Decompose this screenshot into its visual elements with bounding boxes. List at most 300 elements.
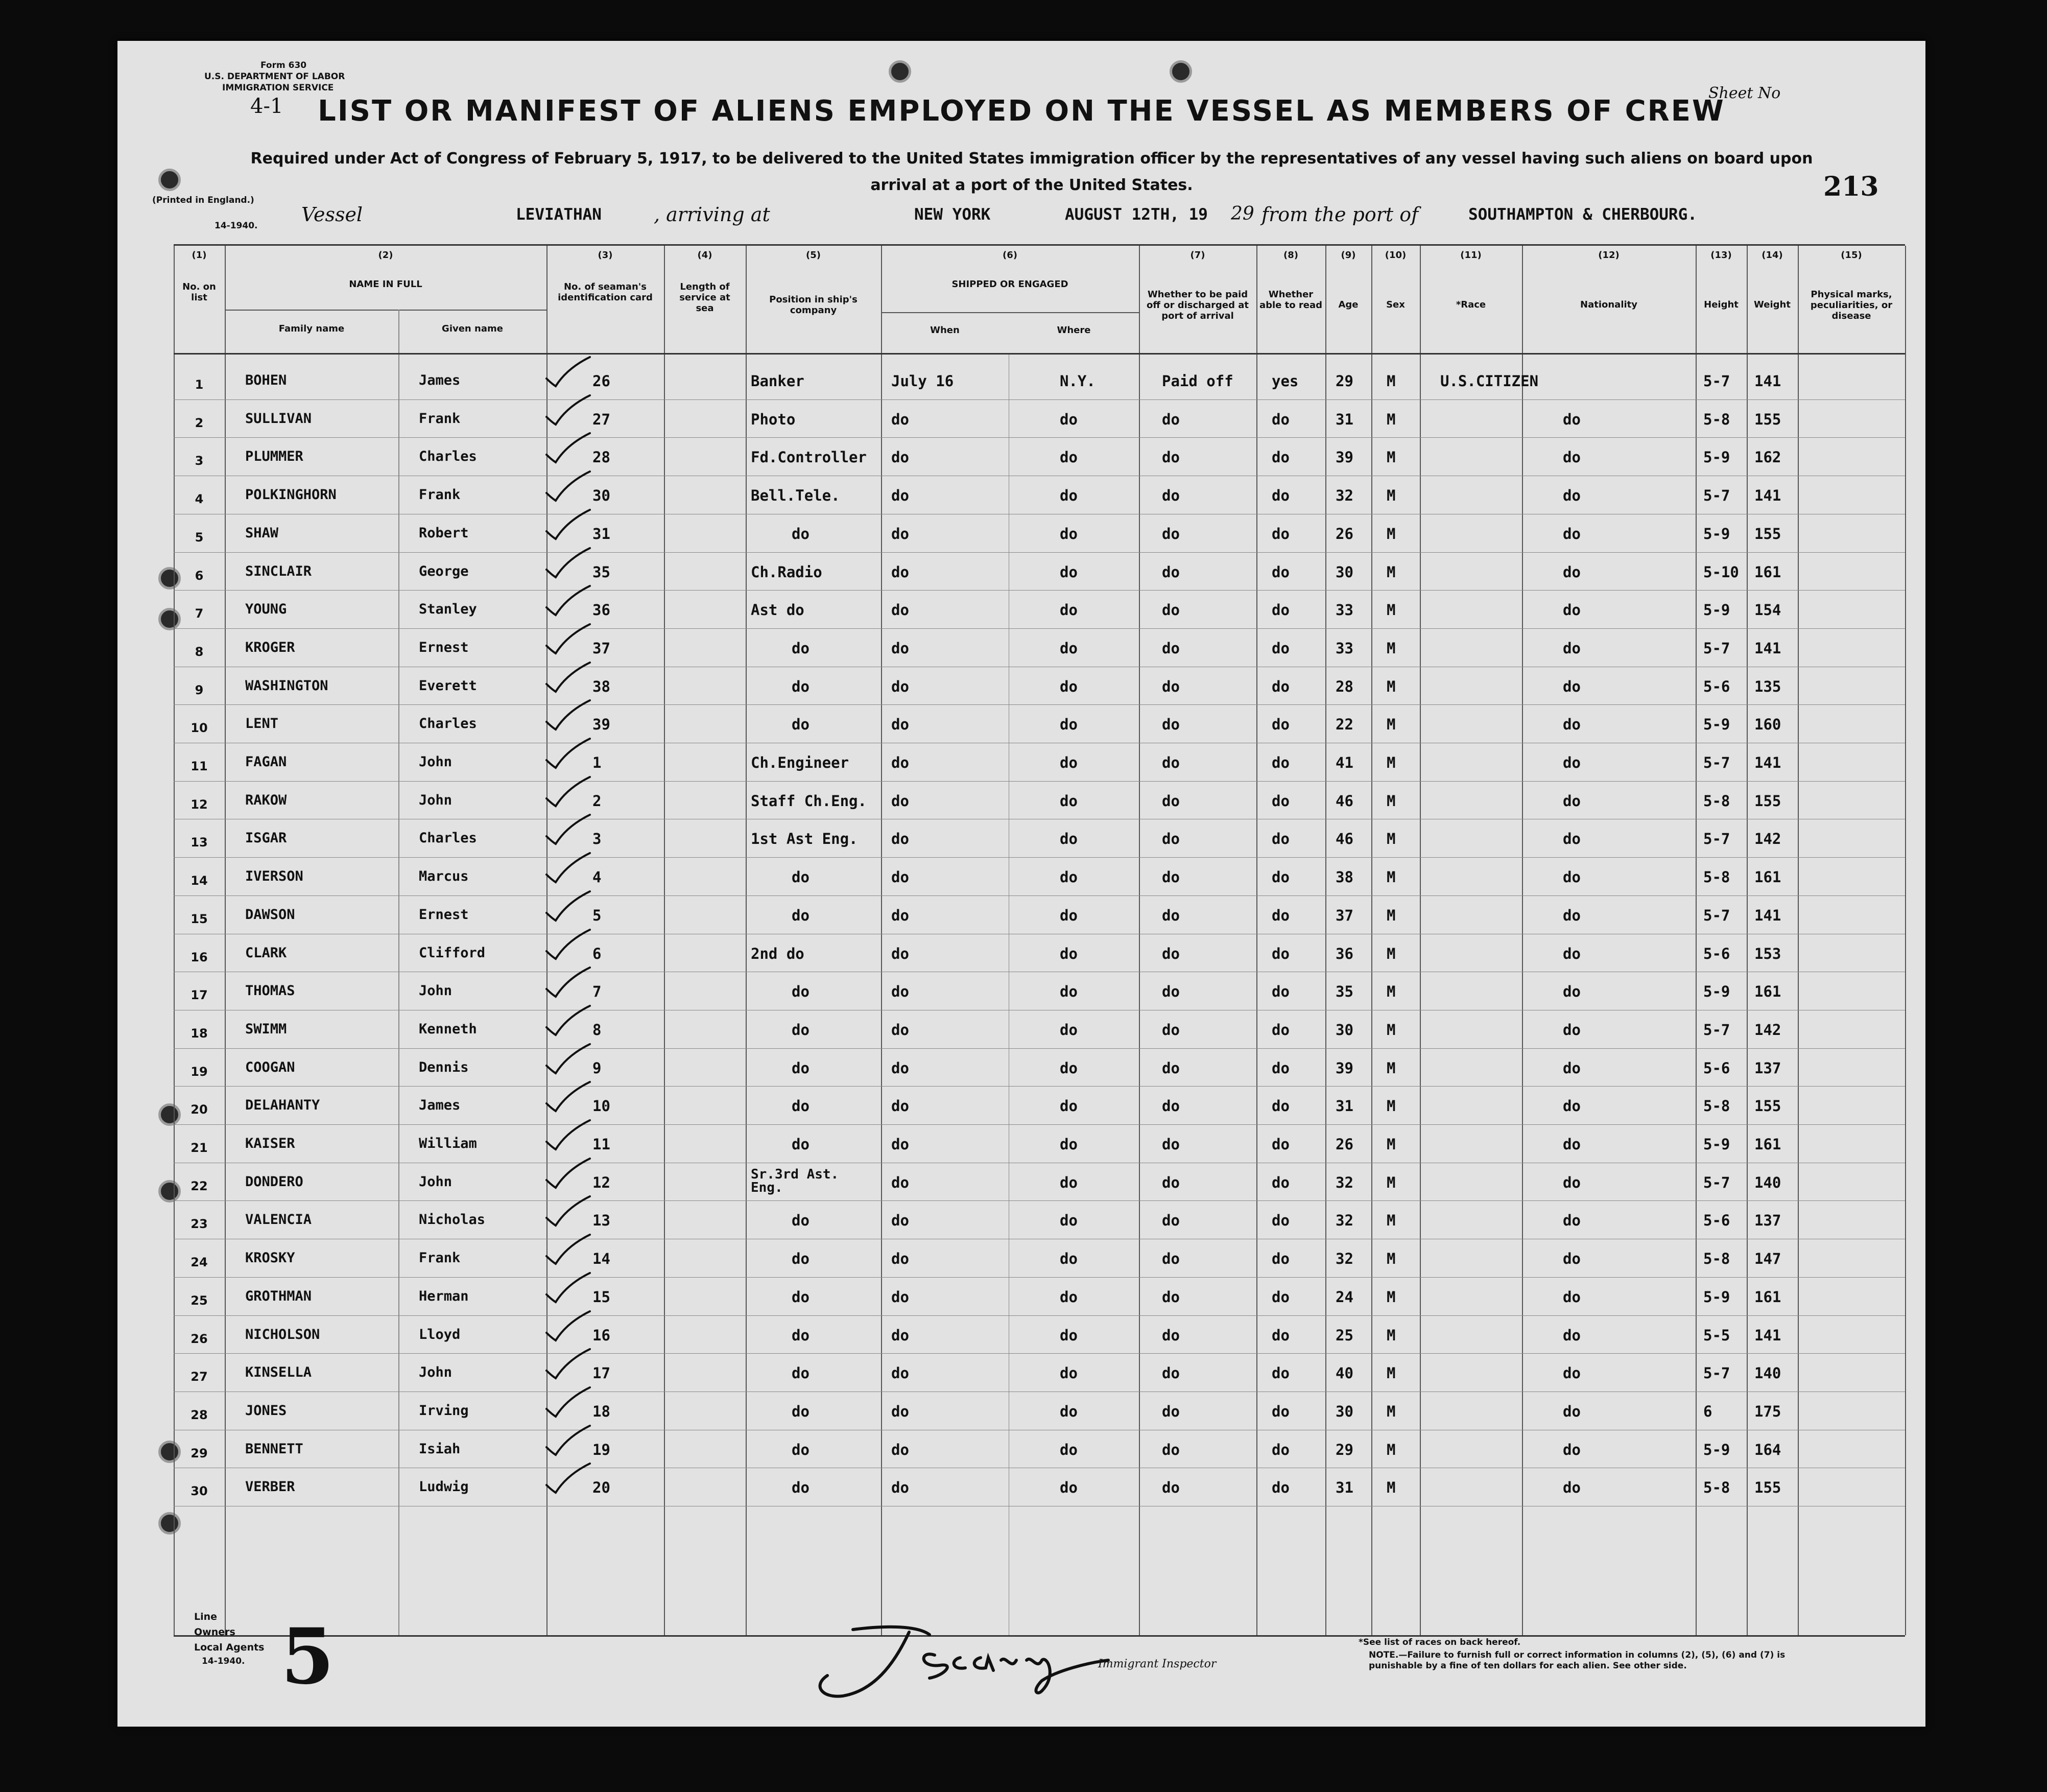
table-row bbox=[174, 439, 1905, 478]
cell-height: 5-8 bbox=[1703, 1097, 1730, 1115]
cell-sex: M bbox=[1387, 830, 1396, 848]
sheet-label: Sheet No bbox=[1708, 84, 1781, 102]
cell-family: KINSELLA bbox=[245, 1364, 312, 1381]
cell-given: Ludwig bbox=[419, 1479, 469, 1495]
row-number: 21 bbox=[191, 1141, 208, 1155]
cell-given: John bbox=[419, 1364, 453, 1381]
cell-position: do bbox=[792, 1136, 810, 1153]
cell-race: do bbox=[1563, 1479, 1581, 1497]
check-mark-icon bbox=[541, 1422, 592, 1457]
cell-given: Lloyd bbox=[419, 1326, 461, 1342]
cell-read: do bbox=[1272, 1326, 1290, 1344]
cell-card: 35 bbox=[592, 563, 610, 581]
cell-where: do bbox=[1060, 1173, 1078, 1191]
cell-when: do bbox=[891, 1288, 909, 1306]
check-mark-icon bbox=[541, 467, 592, 503]
check-mark-icon bbox=[541, 506, 592, 541]
cell-position: do bbox=[792, 677, 810, 695]
cell-paid: do bbox=[1162, 563, 1180, 581]
cell-given: Charles bbox=[419, 716, 477, 732]
cell-where: do bbox=[1060, 410, 1078, 428]
cell-sex: M bbox=[1387, 1173, 1396, 1191]
cell-height: 5-8 bbox=[1703, 410, 1730, 428]
cell-given: Charles bbox=[419, 449, 477, 465]
cell-race: U.S.CITIZEN bbox=[1440, 372, 1539, 390]
cell-weight: 155 bbox=[1754, 1097, 1781, 1115]
cell-weight: 155 bbox=[1754, 410, 1781, 428]
header-length-service: Length of service at sea bbox=[679, 281, 730, 314]
cell-paid: do bbox=[1162, 487, 1180, 505]
check-mark-icon bbox=[541, 1307, 592, 1343]
cell-sex: M bbox=[1387, 1059, 1396, 1077]
table-row bbox=[174, 1241, 1905, 1279]
cell-paid: do bbox=[1162, 1021, 1180, 1039]
cell-family: POLKINGHORN bbox=[245, 487, 337, 503]
cell-family: SULLIVAN bbox=[245, 410, 312, 427]
check-mark-icon bbox=[541, 391, 592, 427]
cell-read: do bbox=[1272, 1212, 1290, 1230]
form-number: Form 630 bbox=[260, 60, 307, 70]
check-mark-icon bbox=[541, 963, 592, 999]
check-mark-icon bbox=[541, 1154, 592, 1190]
header-read: Whether able to read bbox=[1259, 289, 1323, 311]
check-mark-icon bbox=[541, 429, 592, 465]
cell-sex: M bbox=[1387, 1402, 1396, 1420]
col-num: (1) bbox=[192, 250, 207, 261]
cell-height: 5-9 bbox=[1703, 716, 1730, 734]
cell-where: do bbox=[1060, 677, 1078, 695]
cell-weight: 155 bbox=[1754, 792, 1781, 810]
cell-paid: do bbox=[1162, 1173, 1180, 1191]
cell-when: do bbox=[891, 410, 909, 428]
cell-position: do bbox=[792, 1441, 810, 1458]
cell-paid: do bbox=[1162, 754, 1180, 771]
cell-read: do bbox=[1272, 754, 1290, 771]
table-row bbox=[174, 554, 1905, 593]
cell-family: SINCLAIR bbox=[245, 563, 312, 579]
cell-given: Irving bbox=[419, 1402, 469, 1419]
cell-race: do bbox=[1563, 487, 1581, 505]
cell-read: do bbox=[1272, 792, 1290, 810]
cell-given: Nicholas bbox=[419, 1212, 486, 1228]
cell-family: VALENCIA bbox=[245, 1212, 312, 1228]
cell-age: 28 bbox=[1336, 677, 1353, 695]
cell-read: do bbox=[1272, 410, 1290, 428]
departure-port: SOUTHAMPTON & CHERBOURG. bbox=[1468, 205, 1697, 224]
cell-card: 37 bbox=[592, 639, 610, 657]
cell-position: Sr.3rd Ast. Eng. bbox=[751, 1166, 839, 1195]
cell-weight: 142 bbox=[1754, 830, 1781, 848]
cell-read: do bbox=[1272, 1441, 1290, 1458]
cell-given: Herman bbox=[419, 1288, 469, 1304]
cell-height: 5-9 bbox=[1703, 1441, 1730, 1458]
cell-sex: M bbox=[1387, 639, 1396, 657]
cell-family: THOMAS bbox=[245, 983, 295, 999]
cell-given: John bbox=[419, 754, 453, 770]
col-num: (15) bbox=[1841, 250, 1862, 261]
cell-where: do bbox=[1060, 792, 1078, 810]
cell-height: 5-9 bbox=[1703, 525, 1730, 543]
cell-position: do bbox=[792, 1097, 810, 1115]
row-number: 10 bbox=[191, 721, 208, 736]
cell-when: do bbox=[891, 830, 909, 848]
department: U.S. DEPARTMENT OF LABOR bbox=[204, 72, 345, 82]
table-row bbox=[174, 363, 1905, 402]
cell-card: 15 bbox=[592, 1288, 610, 1306]
cell-race: do bbox=[1563, 945, 1581, 962]
cell-height: 5-7 bbox=[1703, 906, 1730, 924]
cell-sex: M bbox=[1387, 1097, 1396, 1115]
cell-sex: M bbox=[1387, 1326, 1396, 1344]
col-num: (11) bbox=[1460, 250, 1482, 261]
cell-family: DAWSON bbox=[245, 906, 295, 923]
punch-hole bbox=[889, 60, 911, 83]
check-mark-icon bbox=[541, 620, 592, 656]
cell-sex: M bbox=[1387, 372, 1396, 390]
cell-read: do bbox=[1272, 677, 1290, 695]
cell-read: do bbox=[1272, 639, 1290, 657]
cell-read: do bbox=[1272, 1364, 1290, 1382]
cell-card: 36 bbox=[592, 601, 610, 619]
cell-given: George bbox=[419, 563, 469, 579]
check-mark-icon bbox=[541, 696, 592, 732]
cell-when: do bbox=[891, 677, 909, 695]
cell-race: do bbox=[1563, 1021, 1581, 1039]
cell-race: do bbox=[1563, 563, 1581, 581]
col-num: (8) bbox=[1283, 250, 1298, 261]
header-id-card: No. of seaman's identification card bbox=[558, 281, 653, 303]
cell-given: John bbox=[419, 983, 453, 999]
page-title: LIST OR MANIFEST OF ALIENS EMPLOYED ON THE VESSEL AS MEMBERS OF CREW bbox=[318, 95, 1725, 128]
cell-weight: 164 bbox=[1754, 1441, 1781, 1458]
cell-sex: M bbox=[1387, 716, 1396, 734]
cell-read: yes bbox=[1272, 372, 1299, 390]
cell-race: do bbox=[1563, 410, 1581, 428]
cell-family: COOGAN bbox=[245, 1059, 295, 1075]
row-number: 24 bbox=[191, 1255, 208, 1270]
cell-where: do bbox=[1060, 1212, 1078, 1230]
check-mark-icon bbox=[541, 1383, 592, 1419]
arriving-label: , arriving at bbox=[654, 203, 770, 226]
cell-family: LENT bbox=[245, 716, 279, 732]
cell-height: 5-6 bbox=[1703, 1059, 1730, 1077]
cell-when: do bbox=[891, 754, 909, 771]
row-number: 13 bbox=[191, 835, 208, 850]
cell-height: 5-9 bbox=[1703, 1288, 1730, 1306]
cell-age: 29 bbox=[1336, 1441, 1353, 1458]
cell-position: do bbox=[792, 1479, 810, 1497]
cell-position: do bbox=[792, 716, 810, 734]
cell-where: do bbox=[1060, 563, 1078, 581]
punch-hole bbox=[158, 169, 181, 191]
inspector-label: Immigrant Inspector bbox=[1098, 1658, 1217, 1670]
header-sex: Sex bbox=[1386, 299, 1405, 310]
cell-weight: 140 bbox=[1754, 1173, 1781, 1191]
table-row bbox=[174, 478, 1905, 516]
cell-sex: M bbox=[1387, 601, 1396, 619]
cell-where: do bbox=[1060, 716, 1078, 734]
check-mark-icon bbox=[541, 1459, 592, 1495]
cell-height: 5-8 bbox=[1703, 792, 1730, 810]
cell-paid: do bbox=[1162, 1212, 1180, 1230]
check-mark-icon bbox=[541, 353, 592, 389]
table-row bbox=[174, 592, 1905, 630]
cell-card: 38 bbox=[592, 677, 610, 695]
table-row bbox=[174, 1279, 1905, 1317]
cell-weight: 141 bbox=[1754, 487, 1781, 505]
cell-paid: do bbox=[1162, 830, 1180, 848]
cell-weight: 137 bbox=[1754, 1212, 1781, 1230]
cell-card: 5 bbox=[592, 906, 602, 924]
table-row bbox=[174, 898, 1905, 936]
cell-when: do bbox=[891, 792, 909, 810]
cell-given: Ernest bbox=[419, 906, 469, 923]
cell-weight: 155 bbox=[1754, 525, 1781, 543]
inspector-signature bbox=[792, 1619, 1118, 1701]
cell-weight: 140 bbox=[1754, 1364, 1781, 1382]
cell-position: do bbox=[792, 906, 810, 924]
cell-family: DONDERO bbox=[245, 1173, 303, 1190]
cell-position: do bbox=[792, 868, 810, 886]
row-number: 1 bbox=[195, 378, 204, 392]
cell-where: do bbox=[1060, 449, 1078, 466]
table-row bbox=[174, 1470, 1905, 1508]
header-when: When bbox=[930, 325, 960, 336]
cell-read: do bbox=[1272, 1479, 1290, 1497]
check-mark-icon bbox=[541, 735, 592, 770]
cell-age: 40 bbox=[1336, 1364, 1353, 1382]
cell-card: 11 bbox=[592, 1136, 610, 1153]
cell-sex: M bbox=[1387, 792, 1396, 810]
cell-where: N.Y. bbox=[1060, 372, 1096, 390]
cell-where: do bbox=[1060, 1021, 1078, 1039]
cell-when: do bbox=[891, 1059, 909, 1077]
cell-weight: 160 bbox=[1754, 716, 1781, 734]
cell-position: Fd.Controller bbox=[751, 449, 867, 466]
check-mark-icon bbox=[541, 658, 592, 694]
cell-read: do bbox=[1272, 983, 1290, 1001]
table-row bbox=[174, 745, 1905, 783]
cell-family: DELAHANTY bbox=[245, 1097, 320, 1114]
cell-paid: do bbox=[1162, 1402, 1180, 1420]
cell-position: do bbox=[792, 1326, 810, 1344]
cell-when: do bbox=[891, 906, 909, 924]
cell-when: do bbox=[891, 487, 909, 505]
cell-where: do bbox=[1060, 754, 1078, 771]
cell-race: do bbox=[1563, 1212, 1581, 1230]
table-row bbox=[174, 936, 1905, 974]
cell-family: JONES bbox=[245, 1402, 287, 1419]
row-number: 28 bbox=[191, 1407, 208, 1422]
cell-paid: do bbox=[1162, 1136, 1180, 1153]
check-mark-icon bbox=[541, 1116, 592, 1152]
cell-when: do bbox=[891, 1326, 909, 1344]
cell-read: do bbox=[1272, 1250, 1290, 1268]
cell-read: do bbox=[1272, 1288, 1290, 1306]
cell-given: James bbox=[419, 372, 461, 388]
cell-family: ISGAR bbox=[245, 830, 287, 846]
cell-position: Staff Ch.Eng. bbox=[751, 792, 867, 810]
check-mark-icon bbox=[541, 582, 592, 618]
cell-paid: do bbox=[1162, 945, 1180, 962]
header-shipped: SHIPPED OR ENGAGED bbox=[951, 279, 1068, 290]
cell-paid: do bbox=[1162, 449, 1180, 466]
cell-where: do bbox=[1060, 1402, 1078, 1420]
cell-card: 17 bbox=[592, 1364, 610, 1382]
row-number: 23 bbox=[191, 1217, 208, 1232]
cell-position: Ast do bbox=[751, 601, 804, 619]
check-mark-icon bbox=[541, 1040, 592, 1076]
cell-family: FAGAN bbox=[245, 754, 287, 770]
cell-sex: M bbox=[1387, 449, 1396, 466]
cell-weight: 161 bbox=[1754, 868, 1781, 886]
row-number: 6 bbox=[195, 568, 204, 583]
cell-where: do bbox=[1060, 1479, 1078, 1497]
cell-family: VERBER bbox=[245, 1479, 295, 1495]
cell-age: 30 bbox=[1336, 1021, 1353, 1039]
cell-card: 19 bbox=[592, 1441, 610, 1458]
cell-paid: do bbox=[1162, 1364, 1180, 1382]
cell-paid: do bbox=[1162, 983, 1180, 1001]
col-num: (7) bbox=[1190, 250, 1205, 261]
cell-weight: 141 bbox=[1754, 906, 1781, 924]
table-row bbox=[174, 1088, 1905, 1126]
cell-where: do bbox=[1060, 945, 1078, 962]
table-row bbox=[174, 1012, 1905, 1050]
crew-table bbox=[174, 244, 1905, 1637]
table-row bbox=[174, 402, 1905, 440]
cell-where: do bbox=[1060, 1288, 1078, 1306]
cell-age: 37 bbox=[1336, 906, 1353, 924]
cell-age: 32 bbox=[1336, 1250, 1353, 1268]
form-code: 14-1940. bbox=[215, 221, 258, 231]
cell-where: do bbox=[1060, 1364, 1078, 1382]
col-num: (3) bbox=[598, 250, 613, 261]
col-num: (2) bbox=[378, 250, 393, 261]
row-number: 14 bbox=[191, 874, 208, 888]
cell-when: do bbox=[891, 1173, 909, 1191]
cell-age: 39 bbox=[1336, 1059, 1353, 1077]
cell-where: do bbox=[1060, 1097, 1078, 1115]
cell-sex: M bbox=[1387, 677, 1396, 695]
row-number: 27 bbox=[191, 1370, 208, 1384]
cell-read: do bbox=[1272, 716, 1290, 734]
vessel-name: LEVIATHAN bbox=[516, 205, 602, 224]
cell-height: 5-8 bbox=[1703, 868, 1730, 886]
cell-height: 5-8 bbox=[1703, 1250, 1730, 1268]
cell-family: BOHEN bbox=[245, 372, 287, 388]
punch-hole bbox=[1170, 60, 1192, 83]
cell-family: GROTHMAN bbox=[245, 1288, 312, 1304]
cell-family: SWIMM bbox=[245, 1021, 287, 1037]
cell-read: do bbox=[1272, 1136, 1290, 1153]
cell-sex: M bbox=[1387, 1250, 1396, 1268]
cell-age: 31 bbox=[1336, 1097, 1353, 1115]
cell-sex: M bbox=[1387, 1136, 1396, 1153]
header-height: Height bbox=[1704, 299, 1739, 310]
row-number: 5 bbox=[195, 530, 204, 545]
cell-age: 25 bbox=[1336, 1326, 1353, 1344]
cell-sex: M bbox=[1387, 868, 1396, 886]
table-row bbox=[174, 821, 1905, 859]
cell-position: Ch.Radio bbox=[751, 563, 822, 581]
cell-height: 5-6 bbox=[1703, 1212, 1730, 1230]
cell-read: do bbox=[1272, 487, 1290, 505]
header-position: Position in ship's company bbox=[769, 294, 858, 316]
row-number: 25 bbox=[191, 1293, 208, 1308]
cell-race: do bbox=[1563, 716, 1581, 734]
table-row bbox=[174, 1355, 1905, 1394]
cell-position: Ch.Engineer bbox=[751, 754, 849, 771]
check-mark-icon bbox=[541, 1231, 592, 1266]
cell-when: do bbox=[891, 449, 909, 466]
cell-card: 3 bbox=[592, 830, 602, 848]
footer-agents-label: Local Agents bbox=[194, 1642, 265, 1653]
cell-position: do bbox=[792, 1021, 810, 1039]
cell-weight: 142 bbox=[1754, 1021, 1781, 1039]
cell-given: Clifford bbox=[419, 945, 486, 961]
cell-when: do bbox=[891, 1212, 909, 1230]
cell-given: Charles bbox=[419, 830, 477, 846]
table-row bbox=[174, 630, 1905, 669]
cell-when: do bbox=[891, 1364, 909, 1382]
cell-when: do bbox=[891, 1097, 909, 1115]
cell-weight: 154 bbox=[1754, 601, 1781, 619]
cell-family: SHAW bbox=[245, 525, 279, 541]
manifest-sheet bbox=[117, 41, 1925, 1727]
cell-race: do bbox=[1563, 525, 1581, 543]
check-mark-icon bbox=[541, 1192, 592, 1228]
cell-position: do bbox=[792, 1402, 810, 1420]
cell-race: do bbox=[1563, 1136, 1581, 1153]
cell-family: IVERSON bbox=[245, 868, 303, 885]
cell-given: Ernest bbox=[419, 639, 469, 655]
cell-given: Kenneth bbox=[419, 1021, 477, 1037]
cell-card: 14 bbox=[592, 1250, 610, 1268]
cell-age: 39 bbox=[1336, 449, 1353, 466]
cell-paid: do bbox=[1162, 906, 1180, 924]
cell-where: do bbox=[1060, 639, 1078, 657]
cell-card: 39 bbox=[592, 716, 610, 734]
table-row bbox=[174, 706, 1905, 745]
check-mark-icon bbox=[541, 1078, 592, 1114]
cell-weight: 153 bbox=[1754, 945, 1781, 962]
cell-when: do bbox=[891, 639, 909, 657]
race-note: *See list of races on back hereof. bbox=[1359, 1637, 1521, 1647]
footer-owners-label: Owners bbox=[194, 1626, 235, 1638]
row-number: 12 bbox=[191, 797, 208, 812]
cell-race: do bbox=[1563, 1250, 1581, 1268]
cell-paid: do bbox=[1162, 601, 1180, 619]
row-number: 11 bbox=[191, 759, 208, 773]
cell-paid: do bbox=[1162, 639, 1180, 657]
cell-read: do bbox=[1272, 1059, 1290, 1077]
check-mark-icon bbox=[541, 1269, 592, 1305]
vessel-label: Vessel bbox=[301, 203, 363, 226]
cell-card: 26 bbox=[592, 372, 610, 390]
cell-height: 5-7 bbox=[1703, 487, 1730, 505]
cell-family: WASHINGTON bbox=[245, 677, 328, 694]
table-row bbox=[174, 1165, 1905, 1203]
cell-race: do bbox=[1563, 1288, 1581, 1306]
row-number: 30 bbox=[191, 1484, 208, 1499]
cell-weight: 141 bbox=[1754, 372, 1781, 390]
cell-when: do bbox=[891, 525, 909, 543]
cell-paid: do bbox=[1162, 1288, 1180, 1306]
check-mark-icon bbox=[541, 773, 592, 809]
cell-weight: 141 bbox=[1754, 754, 1781, 771]
cell-sex: M bbox=[1387, 487, 1396, 505]
